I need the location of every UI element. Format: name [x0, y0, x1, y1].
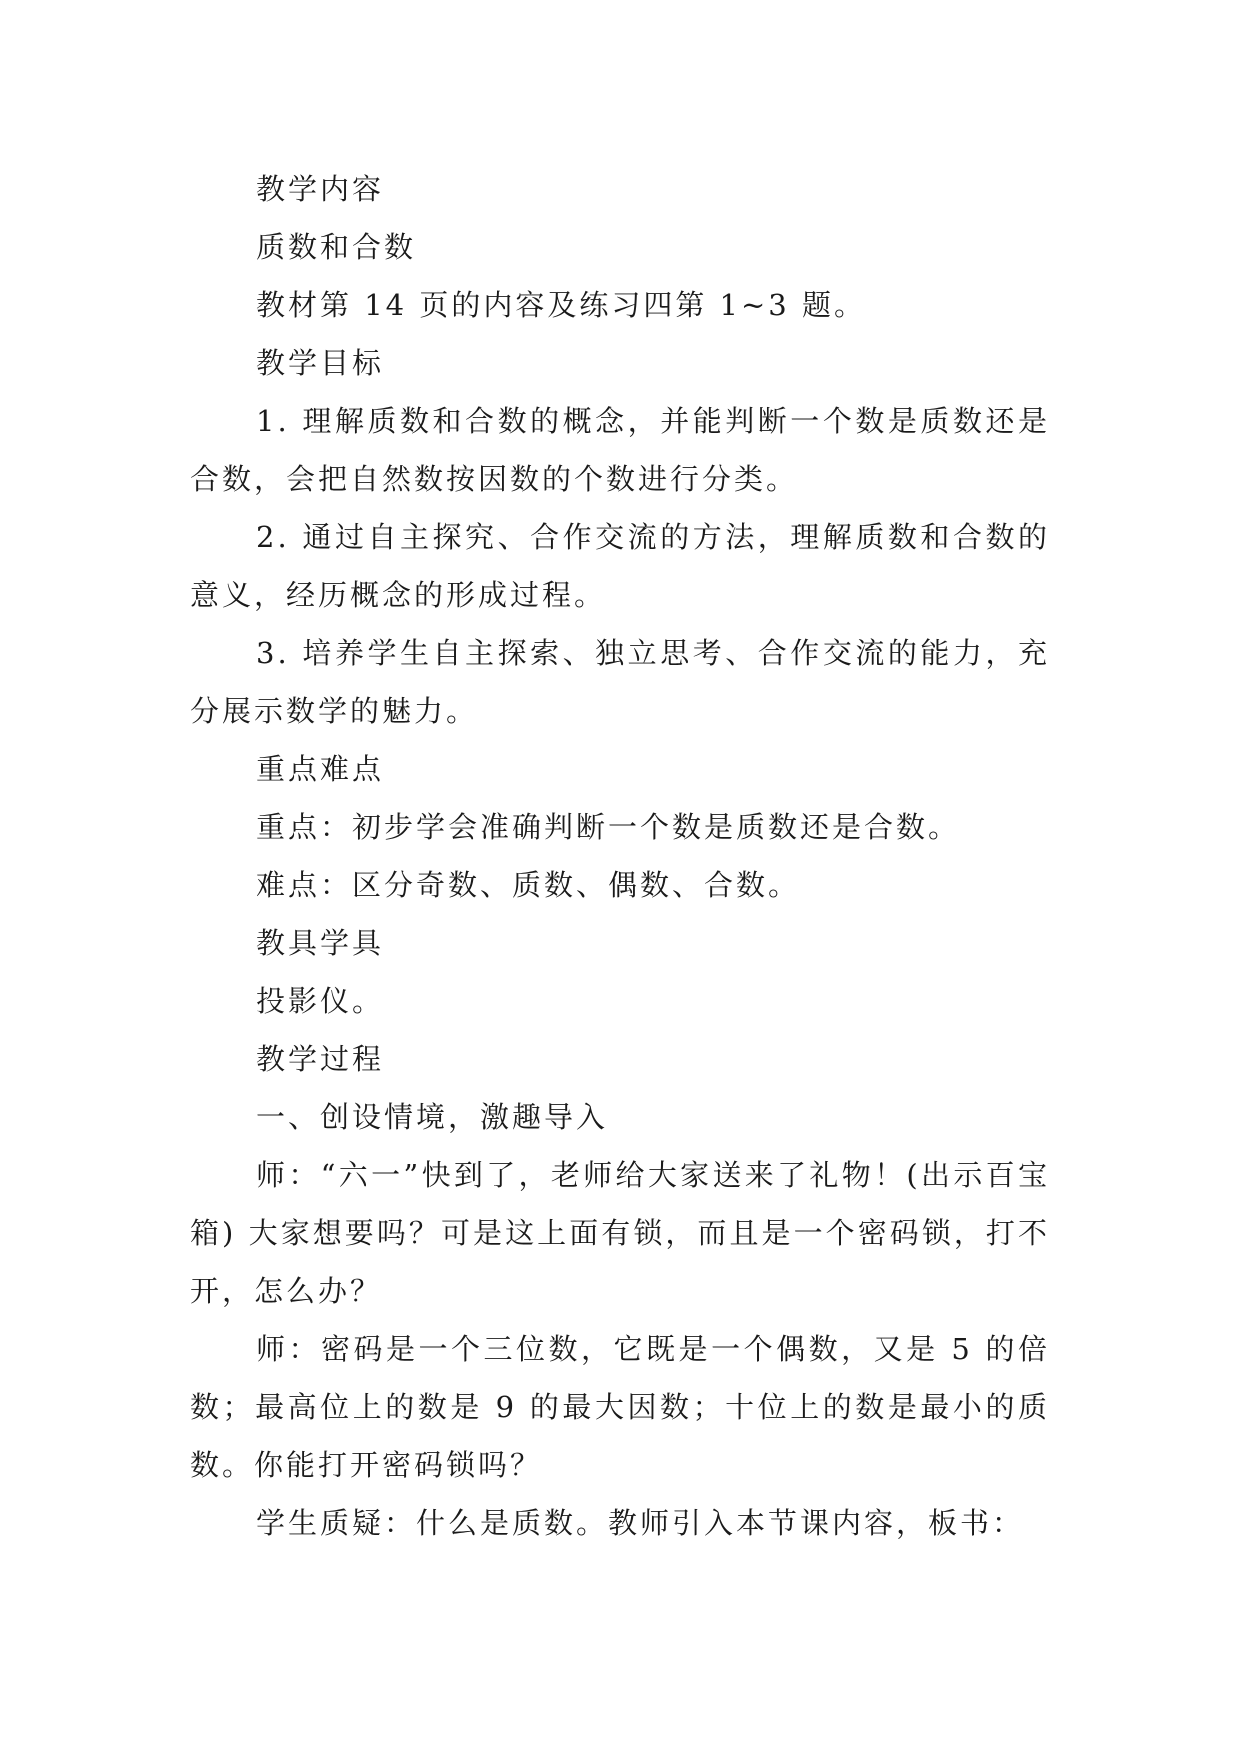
section-heading-teaching-process: 教学过程 [256, 1042, 385, 1076]
goal-item-2: 2. 通过自主探究、合作交流的方法，理解质数和合数的意义，经历概念的形成过程。 [190, 520, 1050, 612]
teacher-dialogue-2: 师：密码是一个三位数，它既是一个偶数，又是 5 的倍数；最高位上的数是 9 的最大因数；十位上的数是最小的质数。你能打开密码锁吗？ [190, 1332, 1050, 1482]
teaching-aid-item: 投影仪。 [256, 984, 385, 1018]
student-question: 学生质疑：什么是质数。教师引入本节课内容，板书： [256, 1506, 1025, 1540]
key-point: 重点：初步学会准确判断一个数是质数还是合数。 [256, 810, 961, 844]
process-step-heading: 一、创设情境，激趣导入 [256, 1100, 609, 1134]
goal-item-3: 3. 培养学生自主探索、独立思考、合作交流的能力，充分展示数学的魅力。 [190, 636, 1050, 728]
section-heading-key-points: 重点难点 [256, 752, 385, 786]
section-heading-teaching-aids: 教具学具 [256, 926, 385, 960]
teacher-dialogue-1: 师：“六一”快到了，老师给大家送来了礼物！(出示百宝箱) 大家想要吗？可是这上面有锁，而且是一个密码锁，打不开，怎么办？ [190, 1158, 1050, 1308]
goal-item-1: 1. 理解质数和合数的概念，并能判断一个数是质数还是合数，会把自然数按因数的个数进行分类。 [190, 404, 1050, 496]
section-heading-teaching-goals: 教学目标 [256, 346, 385, 380]
textbook-reference: 教材第 14 页的内容及练习四第 1~3 题。 [256, 288, 866, 322]
lesson-title: 质数和合数 [256, 230, 417, 264]
section-heading-teaching-content: 教学内容 [256, 172, 385, 206]
difficult-point: 难点：区分奇数、质数、偶数、合数。 [256, 868, 801, 902]
document-body [190, 160, 1050, 1552]
